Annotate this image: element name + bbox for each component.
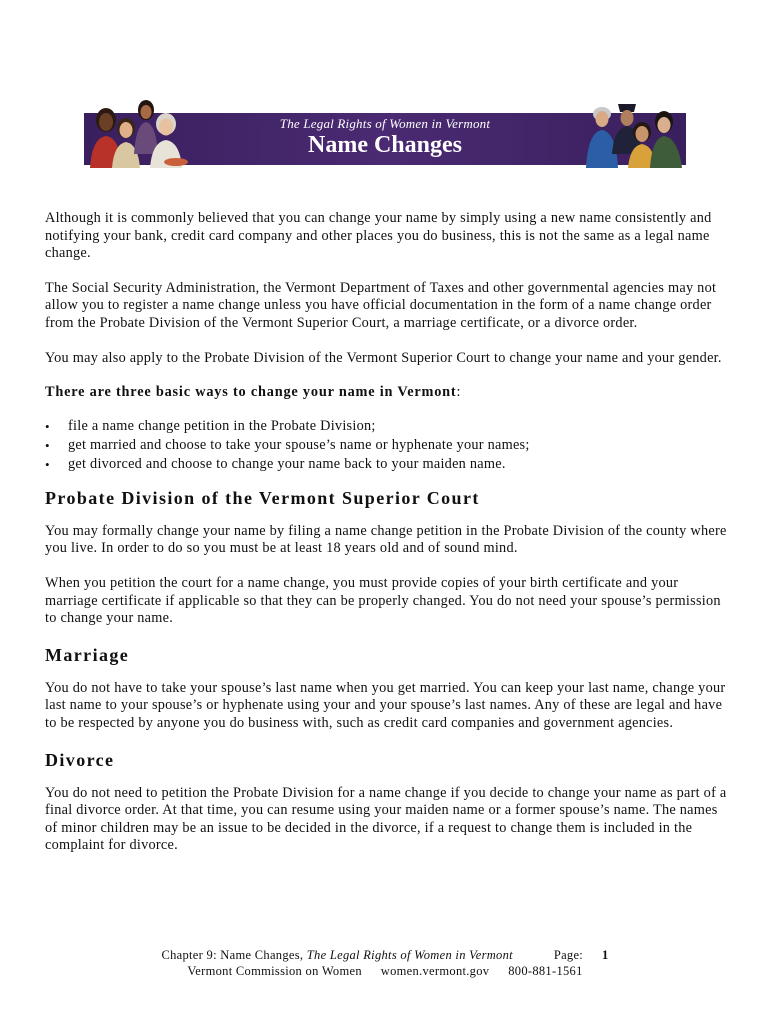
footer-org: Vermont Commission on Women (187, 964, 362, 978)
header-banner (84, 94, 686, 168)
list-item: • get divorced and choose to change your name back to your maiden name. (45, 455, 730, 474)
probate-paragraph-2: When you petition the court for a name change, you must provide copies of your birth certificate and your marriage certificate if applicable so that they can be properly changed. You do not need your spouse’s permission to change your name. (45, 574, 721, 627)
footer-line-1 (0, 947, 770, 963)
footer-line-2 (0, 963, 770, 979)
banner-title: Name Changes (308, 132, 462, 158)
women-photo-collage-left (84, 94, 196, 168)
list-item: • get married and choose to take your spouse’s name or hyphenate your names; (45, 436, 730, 455)
list-item: • file a name change petition in the Probate Division; (45, 417, 730, 436)
footer-website: women.vermont.gov (380, 964, 490, 978)
ways-lead-colon: : (456, 384, 462, 401)
footer-phone: 800-881-1561 (508, 964, 583, 978)
ways-lead-paragraph (45, 384, 730, 402)
marriage-paragraph-1: You do not have to take your spouse’s last name when you get married. You can keep your last name, change your last name to your spouse’s or hyphenate using your and your spouse’s last names. Any of these are legal and have to be respected by anyone you do business with, such as credit card companies and government agencies. (45, 679, 726, 731)
divorce-paragraph-1: You do not need to petition the Probate Division for a name change if you decide to change your name as part of a final divorce order. At that time, you can resume using your maiden name or a former spouse’s name. The names of minor children may be an issue to be decided in the divorce, if a request to change them is included in the complaint for divorce. (45, 784, 727, 854)
footer-book-title: The Legal Rights of Women in Vermont (306, 948, 513, 962)
intro-paragraph-3: You may also apply to the Probate Division of the Vermont Superior Court to change your name and your gender. (45, 349, 722, 366)
ways-list (45, 417, 730, 474)
intro-paragraph-2: The Social Security Administration, the Vermont Department of Taxes and other governmental agencies may not allow you to register a name change unless you have official documentation in the form of a name change order from the Probate Division of the Vermont Superior Court, a marriage certificate, or a divorce order. (45, 279, 717, 331)
intro-paragraph-1: Although it is commonly believed that you can change your name by simply using a new name consistently and notifying your bank, credit card company and other places you do business, this is not the same as a legal name change. (45, 210, 712, 262)
ways-lead-text: There are three basic ways to change your name in Vermont (45, 384, 457, 401)
document-body (45, 210, 730, 872)
section-heading-probate: Probate Division of the Vermont Superior Court (45, 487, 480, 508)
women-photo-collage-right (584, 94, 686, 168)
page-footer (0, 947, 770, 979)
footer-page-label: Page: (553, 948, 584, 962)
probate-paragraph-1: You may formally change your name by filing a name change petition in the Probate Division of the county where you live. In order to do so you must be at least 18 years old and of sound mind. (45, 522, 727, 557)
footer-page-number: 1 (601, 948, 609, 962)
section-heading-divorce: Divorce (45, 749, 115, 770)
footer-chapter: Chapter 9: Name Changes, (161, 948, 307, 962)
banner-subtitle: The Legal Rights of Women in Vermont (279, 116, 491, 131)
section-heading-marriage: Marriage (45, 644, 130, 665)
